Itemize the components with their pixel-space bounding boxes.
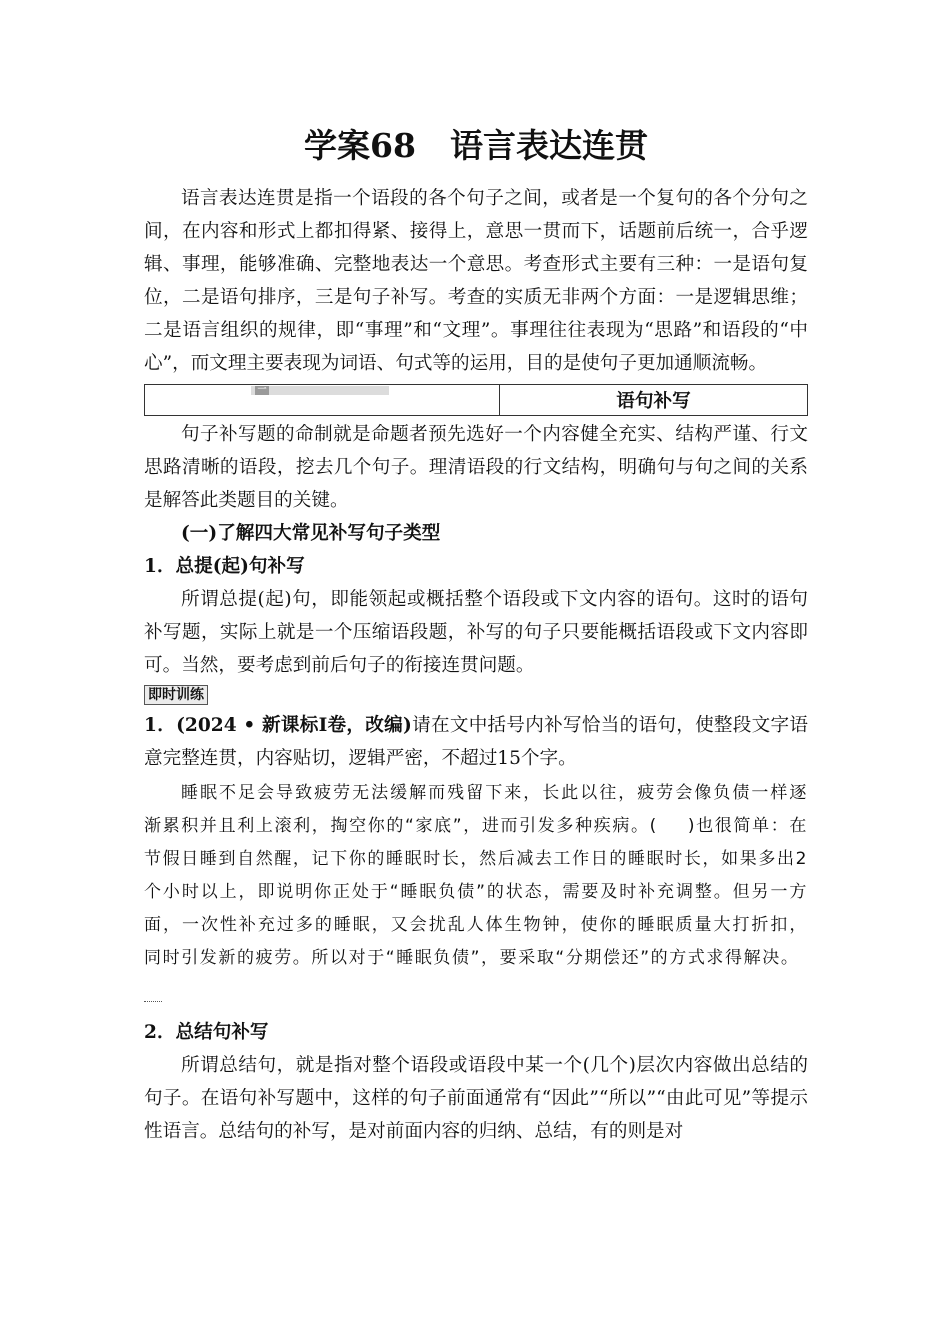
item1-body: 所谓总提(起)句，即能领起或概括整个语段或下文内容的语句。这时的语句补写题，实际上就是一个压缩语段题，补写的句子只要能概括语段或下文内容即可。当然，要考虑到前后句子的衔接连贯问题。 (144, 589, 808, 676)
question-prompt (144, 709, 808, 775)
practice-badge: 即时训练 (144, 685, 208, 705)
item2-heading: 2．总结句补写 (144, 1022, 269, 1043)
question-text: 请在文中括号内补写恰当的语句，使整段文字语意完整连贯，内容贴切，逻辑严密，不超过15个字。 (144, 715, 808, 769)
title-prefix: 学案 (304, 126, 371, 165)
intro-paragraph: 语言表达连贯是指一个语段的各个句子之间，或者是一个复句的各个分句之间，在内容和形式上都扣得紧、接得上，意思一贯而下，话题前后统一，合乎逻辑、事理，能够准确、完整地表达一个意思。考查形式主要有三种：一是语句复位，二是语句排序，三是句子补写。考查的实质无非两个方面：一是逻辑思维；二是语言组织的规律，即“事理”和“文理”。事理往往表现为“思路”和语段的“中心”，而文理主要表现为词语、句式等的运用，目的是使句子更加通顺流畅。 (144, 188, 808, 374)
title-topic: 语言表达连贯 (449, 126, 648, 165)
section-number-mark: 一 (255, 386, 269, 395)
question-number: 1． (144, 715, 177, 736)
section-intro-paragraph: 句子补写题的命制就是命题者预先选好一个内容健全充实、结构严谨、行文思路清晰的语段，挖去几个句子。理清语段的行文结构，明确句与句之间的关系是解答此类题目的关键。 (144, 424, 808, 511)
question-source: (2024 • 新课标Ⅰ卷，改编) (176, 715, 412, 736)
question-passage (144, 777, 808, 975)
page-title (144, 118, 808, 174)
title-number: 68 (370, 126, 416, 165)
section-header-table (144, 384, 808, 416)
item1-heading: 1．总提(起)句补写 (144, 556, 305, 577)
section-header-label: 语句补写 (500, 385, 808, 416)
passage-part-before: 睡眠不足会导致疲劳无法缓解而残留下来，长此以往，疲劳会像负债一样逐渐累积并且利上滚利，掏空你的“家底”，进而引发多种疾病。( (144, 783, 808, 836)
section-header-left-cell (145, 385, 500, 416)
passage-part-after: )也很简单：在节假日睡到自然醒，记下你的睡眠时长，然后减去工作日的睡眠时长，如果多出2个小时以上，即说明你正处于“睡眠负债”的状态，需要及时补充调整。但另一方面，一次性补充过多的睡眠，又会扰乱人体生物钟，使你的睡眠质量大打折扣，同时引发新的疲劳。所以对于“睡眠负债”，要采取“分期偿还”的方式求得解决。 (144, 816, 808, 968)
dotted-separator (144, 1001, 162, 1002)
document-page (144, 118, 808, 1148)
subsection-title: (一)了解四大常见补写句子类型 (181, 523, 441, 544)
collapsed-strip (251, 386, 389, 395)
item2-body: 所谓总结句，就是指对整个语段或语段中某一个(几个)层次内容做出总结的句子。在语句补写题中，这样的句子前面通常有“因此”“所以”“由此可见”等提示性语言。总结句的补写，是对前面内容的归纳、总结，有的则是对 (144, 1055, 808, 1142)
